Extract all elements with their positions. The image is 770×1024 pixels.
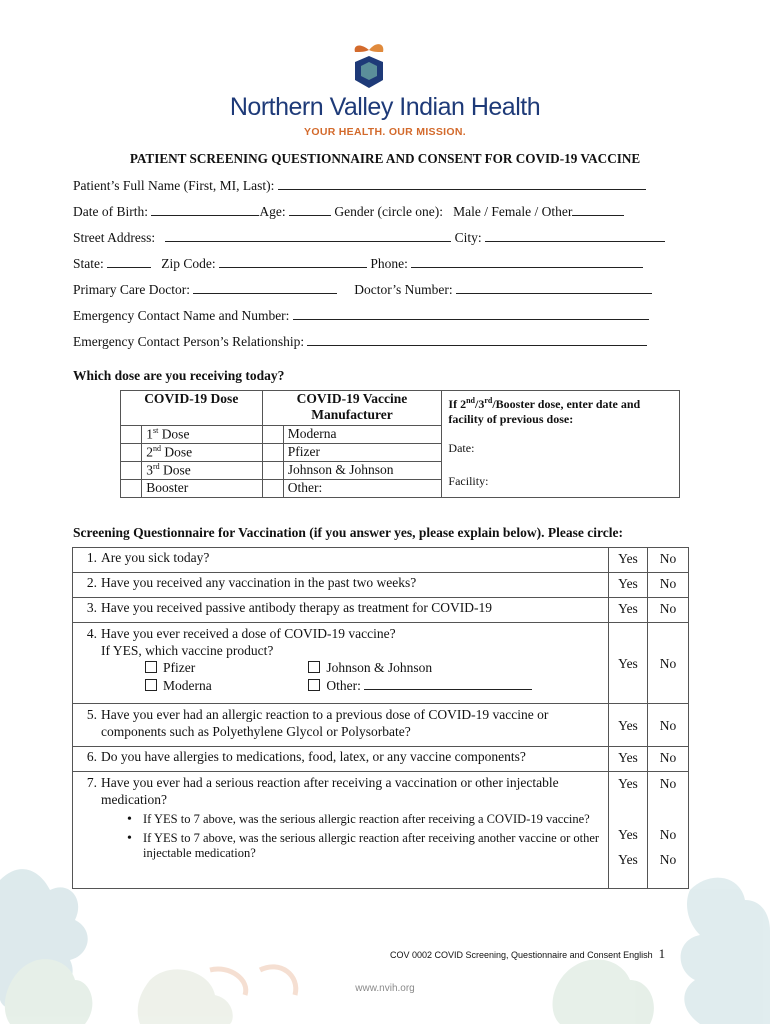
screening-table — [72, 547, 689, 889]
no-column — [648, 772, 689, 889]
city-label: City: — [454, 230, 482, 245]
state-row — [73, 254, 643, 272]
dob-row — [73, 202, 624, 220]
checkbox-icon — [145, 679, 157, 691]
yes-option[interactable]: Yes — [618, 852, 638, 867]
emergency-contact-field[interactable] — [293, 306, 649, 320]
vaccine-option-pfizer[interactable]: Pfizer — [145, 659, 305, 676]
dose-column-header: COVID-19 Dose — [121, 391, 263, 426]
city-field[interactable] — [485, 228, 665, 242]
other-vaccine-field[interactable] — [364, 676, 532, 690]
question-number: 4. — [86, 626, 97, 641]
question-bullet: • If YES to 7 above, was the serious allergic reaction after receiving another vaccine or other injectable medication? — [101, 831, 604, 861]
question-text: Have you received passive antibody therapy as treatment for COVID-19 — [101, 600, 492, 615]
no-option[interactable]: No — [648, 573, 689, 598]
yes-option[interactable]: Yes — [609, 548, 648, 573]
yes-option[interactable]: Yes — [609, 598, 648, 623]
acorn-icon — [349, 40, 389, 92]
full-name-label: Patient’s Full Name (First, MI, Last): — [73, 178, 275, 193]
dose-checkbox[interactable] — [121, 462, 142, 480]
website-link[interactable]: www.nvih.org — [355, 983, 415, 994]
yes-option[interactable]: Yes — [609, 747, 648, 772]
gender-options[interactable]: Male / Female / Other — [453, 204, 573, 219]
document-id: COV 0002 COVID Screening, Questionnaire and Consent English — [390, 950, 653, 960]
no-option[interactable]: No — [648, 704, 689, 747]
dose-heading: Which dose are you receiving today? — [73, 368, 285, 383]
dob-label: Date of Birth: — [73, 204, 148, 219]
no-option[interactable]: No — [648, 623, 689, 704]
yes-option[interactable]: Yes — [618, 776, 638, 791]
logo-tagline: YOUR HEALTH. OUR MISSION. — [304, 126, 466, 138]
previous-facility-label[interactable]: Facility: — [448, 474, 489, 488]
manufacturer-option: Johnson & Johnson — [283, 462, 442, 480]
vaccine-option-jj[interactable]: Johnson & Johnson — [308, 660, 432, 675]
no-option[interactable]: No — [648, 598, 689, 623]
gender-other-field[interactable] — [572, 202, 624, 216]
dob-field[interactable] — [151, 202, 259, 216]
question-row — [73, 548, 689, 573]
full-name-field[interactable] — [278, 176, 646, 190]
gender-label: Gender (circle one): — [334, 204, 444, 219]
question-bullet: • If YES to 7 above, was the serious allergic reaction after receiving a COVID-19 vaccine? — [101, 812, 604, 827]
address-row — [73, 228, 665, 246]
question-number: 6. — [86, 749, 97, 764]
question-text: Have you ever received a dose of COVID-19 vaccine? — [101, 626, 396, 641]
manufacturer-checkbox[interactable] — [262, 480, 283, 498]
question-row — [73, 573, 689, 598]
street-label: Street Address: — [73, 230, 156, 245]
checkbox-icon — [145, 661, 157, 673]
screening-heading: Screening Questionnaire for Vaccination (if you answer yes, please explain below). Please circle: — [73, 525, 623, 540]
question-text: Have you ever had an allergic reaction to a previous dose of COVID-19 vaccine or components such as Polyethylene Glycol or Polysorbate? — [101, 707, 549, 739]
question-row — [73, 747, 689, 772]
vaccine-option-other[interactable]: Other: — [308, 678, 532, 693]
organization-logo — [0, 40, 770, 140]
pcp-field[interactable] — [193, 280, 337, 294]
question-number: 2. — [86, 575, 97, 590]
question-subtext: If YES, which vaccine product? — [101, 643, 274, 658]
question-number: 1. — [86, 550, 97, 565]
age-field[interactable] — [289, 202, 331, 216]
question-text: Do you have allergies to medications, food, latex, or any vaccine components? — [101, 749, 526, 764]
doctor-row — [73, 280, 652, 298]
age-label: Age: — [259, 204, 286, 219]
emergency-contact-row — [73, 306, 649, 324]
street-field[interactable] — [165, 228, 451, 242]
question-number: 5. — [86, 707, 97, 722]
question-text: Have you ever had a serious reaction after receiving a vaccination or other injectable medication? — [101, 775, 559, 807]
dose-option-3rd: 3rd Dose — [142, 462, 262, 480]
yes-option[interactable]: Yes — [609, 704, 648, 747]
manufacturer-option: Other: — [283, 480, 442, 498]
state-label: State: — [73, 256, 104, 271]
yes-option[interactable]: Yes — [609, 573, 648, 598]
form-title: PATIENT SCREENING QUESTIONNAIRE AND CONSENT FOR COVID-19 VACCINE — [129, 151, 641, 166]
manufacturer-option: Moderna — [283, 426, 442, 444]
no-option[interactable]: No — [659, 827, 677, 842]
dose-checkbox[interactable] — [121, 444, 142, 462]
question-row — [73, 704, 689, 747]
yes-option[interactable]: Yes — [618, 827, 638, 842]
emergency-contact-label: Emergency Contact Name and Number: — [73, 308, 290, 323]
question-row — [73, 772, 689, 889]
question-text: Are you sick today? — [101, 550, 210, 565]
question-text: Have you received any vaccination in the past two weeks? — [101, 575, 417, 590]
manufacturer-checkbox[interactable] — [262, 462, 283, 480]
previous-dose-header: If 2nd/3rd/Booster dose, enter date and facility of previous dose: — [448, 396, 641, 426]
doctor-number-label: Doctor’s Number: — [354, 282, 453, 297]
vaccine-option-moderna[interactable]: Moderna — [145, 677, 305, 694]
question-number: 7. — [86, 775, 97, 790]
pcp-label: Primary Care Doctor: — [73, 282, 190, 297]
page-number: 1 — [658, 946, 666, 961]
no-option[interactable]: No — [648, 548, 689, 573]
previous-date-label[interactable]: Date: — [448, 441, 475, 455]
emergency-relationship-label: Emergency Contact Person’s Relationship: — [73, 334, 305, 349]
manufacturer-checkbox[interactable] — [262, 444, 283, 462]
no-option[interactable]: No — [659, 852, 677, 867]
previous-dose-cell — [442, 391, 680, 498]
question-number: 3. — [86, 600, 97, 615]
dose-table — [120, 390, 680, 498]
question-row — [73, 598, 689, 623]
document-footer — [390, 946, 665, 962]
manufacturer-column-header: COVID-19 Vaccine Manufacturer — [262, 391, 442, 426]
dose-option-1st: 1st Dose — [142, 426, 262, 444]
checkbox-icon — [308, 679, 320, 691]
emergency-relationship-row — [73, 332, 647, 350]
logo-name: Northern Valley Indian Health — [229, 93, 541, 121]
manufacturer-option: Pfizer — [283, 444, 442, 462]
question-row — [73, 623, 689, 704]
yes-column — [609, 772, 648, 889]
emergency-relationship-field[interactable] — [307, 332, 647, 346]
zip-label: Zip Code: — [161, 256, 216, 271]
dose-checkbox[interactable] — [121, 480, 142, 498]
yes-option[interactable]: Yes — [609, 623, 648, 704]
dose-option-2nd: 2nd Dose — [142, 444, 262, 462]
dose-checkbox[interactable] — [121, 426, 142, 444]
dose-option-booster: Booster — [142, 480, 262, 498]
full-name-row — [73, 176, 646, 194]
manufacturer-checkbox[interactable] — [262, 426, 283, 444]
state-field[interactable] — [107, 254, 151, 268]
no-option[interactable]: No — [659, 776, 677, 791]
checkbox-icon — [308, 661, 320, 673]
phone-label: Phone: — [370, 256, 408, 271]
zip-field[interactable] — [219, 254, 367, 268]
no-option[interactable]: No — [648, 747, 689, 772]
phone-field[interactable] — [411, 254, 643, 268]
doctor-number-field[interactable] — [456, 280, 652, 294]
